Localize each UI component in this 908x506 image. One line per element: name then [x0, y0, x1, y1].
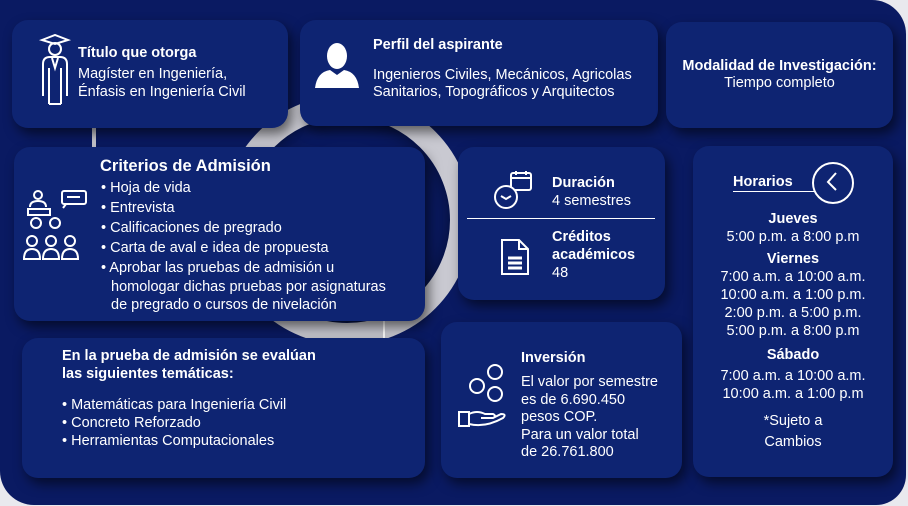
duracion-heading: Duración: [552, 175, 615, 191]
perfil-heading: Perfil del aspirante: [373, 37, 503, 53]
inversion-line: El valor por semestre: [521, 374, 658, 390]
note: Cambios: [764, 434, 822, 450]
prueba-heading: las siguientes temáticas:: [62, 366, 234, 382]
graduate-icon: [38, 34, 72, 106]
time-slot: 7:00 a.m. a 10:00 a.m.: [720, 269, 866, 285]
inversion-heading: Inversión: [521, 350, 586, 366]
note: *Sujeto a: [763, 413, 823, 429]
perfil-line2: Sanitarios, Topográficos y Arquitectos: [373, 84, 615, 100]
criterio-item: • Aprobar las pruebas de admisión u: [101, 260, 335, 276]
clock-icon: [811, 161, 855, 205]
day-label: Viernes: [766, 251, 820, 267]
criterios-card: [14, 147, 425, 321]
perfil-line1: Ingenieros Civiles, Mecánicos, Agricolas: [373, 67, 632, 83]
titulo-card: [12, 20, 288, 128]
inversion-line: pesos COP.: [521, 409, 598, 425]
time-slot: 7:00 a.m. a 10:00 a.m.: [720, 368, 866, 384]
tematica-item: • Matemáticas para Ingeniería Civil: [62, 397, 287, 413]
inversion-line: es de 6.690.450: [521, 391, 626, 408]
criterios-heading: Criterios de Admisión: [100, 157, 271, 175]
inversion-text: [521, 374, 658, 462]
duracion-card: [458, 147, 665, 300]
criterio-item: • Carta de aval e idea de propuesta: [101, 240, 329, 256]
criterio-item: de pregrado o cursos de nivelación: [111, 297, 337, 313]
criterio-item: • Hoja de vida: [101, 180, 191, 196]
prueba-card: [22, 338, 425, 478]
horarios-card: [693, 146, 893, 477]
time-slot: 5:00 p.m. a 8:00 p.m: [726, 229, 860, 245]
modalidad-card: [666, 22, 893, 128]
tematica-item: • Herramientas Computacionales: [62, 433, 275, 449]
creditos-value: 48: [552, 265, 569, 281]
creditos-heading: académicos: [552, 247, 636, 263]
time-slot: 10:00 a.m. a 1:00 p.m.: [720, 287, 866, 303]
criterio-item: • Entrevista: [101, 200, 175, 216]
day-label: Jueves: [768, 211, 818, 227]
inversion-line: de 26.761.800: [521, 444, 614, 460]
time-slot: 5:00 p.m. a 8:00 p.m: [726, 323, 860, 339]
day-label: Sábado: [766, 347, 820, 363]
perfil-card: [300, 20, 658, 126]
person-icon: [314, 42, 360, 90]
modalidad-value: Tiempo completo: [724, 75, 835, 91]
horarios-heading: Horarios: [733, 174, 814, 192]
time-slot: 10:00 a.m. a 1:00 p.m: [722, 386, 864, 402]
titulo-line2: Énfasis en Ingeniería Civil: [78, 84, 246, 100]
criterio-item: homologar dichas pruebas por asignaturas: [111, 279, 386, 295]
inversion-card: [441, 322, 682, 478]
prueba-heading: En la prueba de admisión se evalúan: [62, 348, 316, 364]
money-hand-icon: [457, 360, 507, 430]
document-icon: [500, 238, 530, 276]
calendar-clock-icon: [493, 169, 533, 211]
time-slot: 2:00 p.m. a 5:00 p.m.: [724, 305, 862, 321]
titulo-heading: Título que otorga: [78, 45, 197, 61]
titulo-line1: Magíster en Ingeniería,: [78, 66, 228, 82]
inversion-line: Para un valor total: [521, 426, 639, 443]
audience-icon: [22, 189, 88, 261]
creditos-heading: Créditos: [552, 229, 611, 245]
modalidad-heading: Modalidad de Investigación:: [682, 58, 877, 74]
tematica-item: • Concreto Reforzado: [62, 415, 201, 431]
divider: [467, 218, 655, 219]
duracion-value: 4 semestres: [552, 193, 631, 209]
criterio-item: • Calificaciones de pregrado: [101, 220, 282, 236]
